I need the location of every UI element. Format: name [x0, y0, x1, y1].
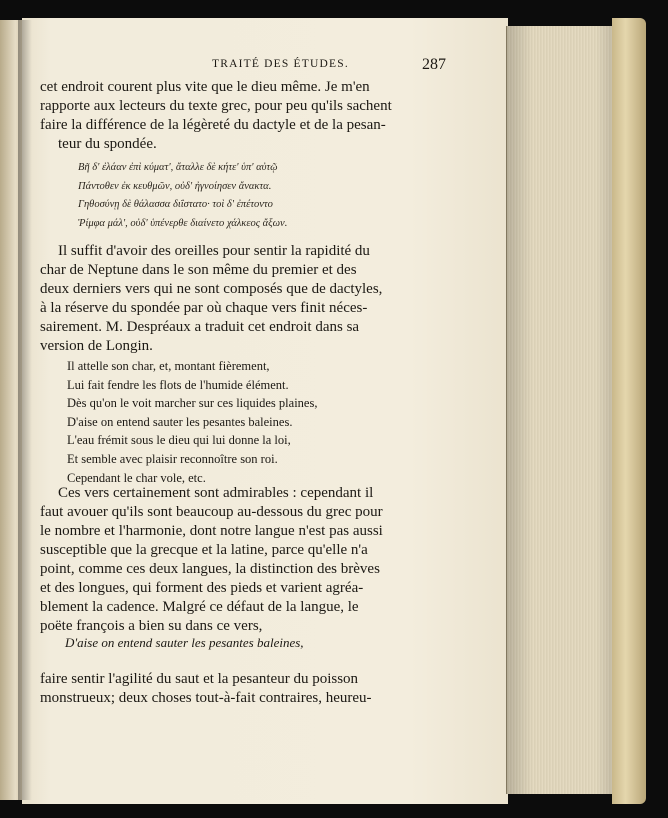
text-line: le nombre et l'harmonie, dont notre langue n'est pas aussi	[40, 523, 383, 539]
text-line: et des longues, qui forment des pieds et varient agréa-	[40, 580, 364, 596]
verse-line: Dès qu'on le voit marcher sur ces liquides plaines,	[67, 396, 318, 411]
text-line: deux derniers vers qui ne sont composés que de dactyles,	[40, 281, 383, 297]
verse-line: Lui fait fendre les flots de l'humide élément.	[67, 377, 289, 392]
text-line: faut avouer qu'ils sont beaucoup au-dessous du grec pour	[40, 504, 383, 520]
verse-line: L'eau frémit sous le dieu qui lui donne la loi,	[67, 433, 291, 448]
text-line: à la réserve du spondée par où chaque vers finit néces-	[40, 300, 368, 316]
text-line: blement la cadence. Malgré ce défaut de la langue, le	[40, 599, 359, 615]
paragraph-2	[40, 242, 382, 356]
page-number: 287	[422, 56, 446, 73]
verse-line: Cependant le char vole, etc.	[67, 470, 206, 485]
verse-line: Ῥίμφα μάλ', οὐδ' ὑπένερθε διαίνετο χάλκεος ἄξων.	[78, 217, 288, 229]
text-line: rapporte aux lecteurs du texte grec, pour peu qu'ils sachent	[40, 98, 392, 114]
text-line: faire la différence de la légèreté du dactyle et de la pesan-	[40, 117, 386, 133]
quoted-verse: D'aise on entend sauter les pesantes baleines,	[65, 635, 304, 650]
text-line: faire sentir l'agilité du saut et la pesanteur du poisson	[40, 671, 359, 687]
french-verses	[67, 357, 317, 487]
paragraph-1	[40, 78, 392, 154]
text-line: monstrueux; deux choses tout-à-fait contraires, heureu-	[40, 690, 372, 706]
text-line: Ces vers certainement sont admirables : cependant il	[58, 485, 374, 501]
text-line: teur du spondée.	[58, 136, 157, 152]
text-line: version de Longin.	[40, 338, 153, 354]
verse-line: D'aise on entend sauter les pesantes baleines.	[67, 414, 293, 429]
verse-line: Βῆ δ' ἐλάαν ἐπὶ κύματ', ἄταλλε δὲ κήτε' ὑπ' αὐτῷ	[78, 162, 278, 173]
text-line: sairement. M. Despréaux a traduit cet endroit dans sa	[40, 319, 360, 335]
text-line: susceptible que la grecque et la latine, parce qu'elle n'a	[40, 542, 368, 558]
text-line: point, comme ces deux langues, la distinction des brèves	[40, 561, 380, 577]
text-line: Il suffit d'avoir des oreilles pour sentir la rapidité du	[58, 243, 370, 259]
verse-line: Πάντοθεν ἐκ κευθμῶν, οὐδ' ἠγνοίησεν ἄνακτα.	[78, 180, 272, 192]
paragraph-3	[40, 484, 383, 636]
verse-line: Et semble avec plaisir reconnoître son roi.	[67, 451, 278, 466]
text-line: cet endroit courent plus vite que le dieu même. Je m'en	[40, 79, 370, 95]
verse-line: Il attelle son char, et, montant fièrement,	[67, 359, 270, 373]
greek-verses	[78, 159, 287, 233]
verse-line: Γηθοσύνῃ δὲ θάλασσα διΐστατο· τοὶ δ' ἐπέτοντο	[78, 199, 273, 211]
text-line: poëte françois a bien su dans ce vers,	[40, 618, 263, 634]
spine-shadow	[18, 20, 32, 800]
running-title: TRAITÉ DES ÉTUDES.	[212, 58, 349, 70]
paragraph-4	[40, 670, 372, 708]
book-cover-edge	[612, 18, 646, 804]
text-line: char de Neptune dans le son même du premier et des	[40, 262, 357, 278]
page-edges-shade	[506, 26, 612, 794]
